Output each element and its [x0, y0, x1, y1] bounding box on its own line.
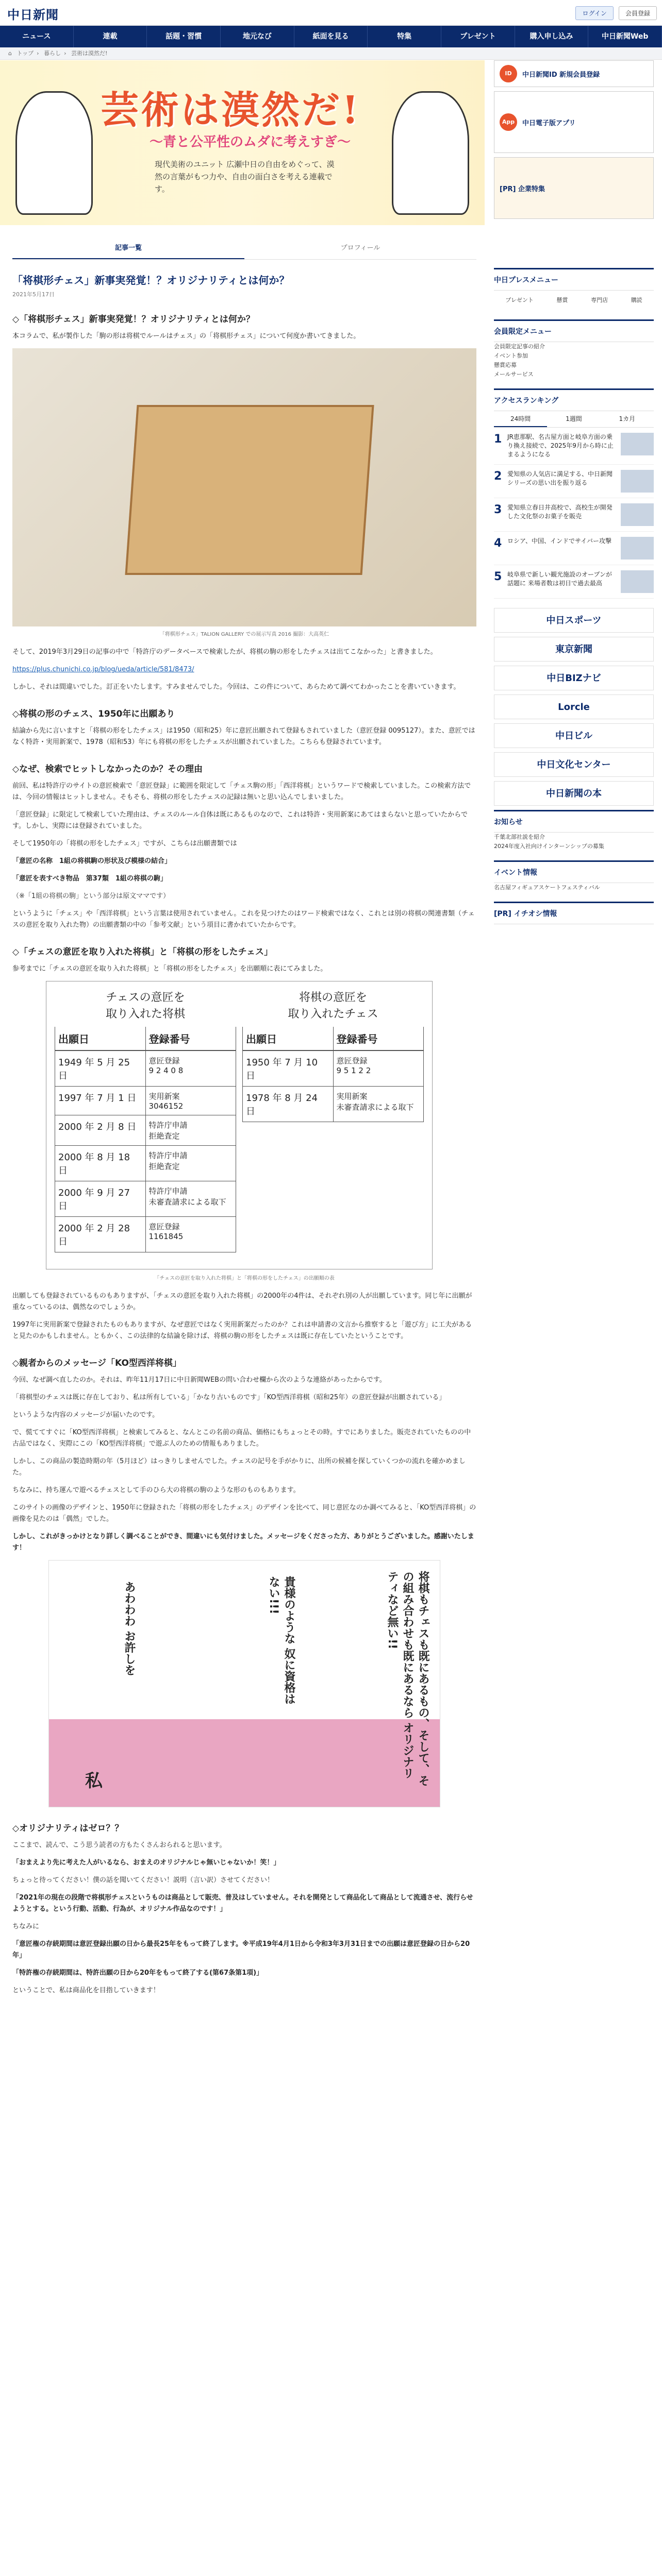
paragraph: 「意匠権の存続期間は意匠登録出願の日から最長25年をもって終了します。※平成19年4月1日から令和3年3月31日までの出願は意匠登録の日から20年」 [12, 1940, 470, 1959]
nav-item[interactable]: 話題・習慣 [147, 26, 221, 47]
cell-registration: 実用新案 未審査請求による取下 [336, 1092, 414, 1112]
nav-item[interactable]: 紙面を見る [294, 26, 368, 47]
member-menu [494, 319, 654, 379]
table-row [242, 1087, 424, 1122]
sidebar [494, 268, 654, 934]
table-row [55, 1115, 236, 1146]
paragraph: で、慌ててすぐに「KO型西洋将棋」と検索してみると、なんとこの名前の商品、価格にもちょっとその時。すでにありました。販売されていたものの中古品ではなく、実際にこの「KO型西洋将棋」で遊ぶ人のための情報もありました。 [12, 1429, 471, 1448]
site-logo[interactable]: 中日新聞 [7, 7, 59, 22]
nav-item[interactable]: 購入申し込み [515, 26, 589, 47]
nav-item[interactable]: 特集 [368, 26, 441, 47]
ranking-number: 5 [494, 570, 502, 583]
top-bar [0, 0, 662, 26]
cell-registration: 特許庁申請 未審査請求による取下 [148, 1187, 226, 1207]
table-left [52, 987, 239, 1264]
sidebar-heading: アクセスランキング [494, 390, 654, 411]
global-nav [0, 26, 662, 47]
member-item[interactable]: 懸賞応募 [494, 362, 517, 368]
partner-logo[interactable]: 中日スポーツ [494, 608, 654, 633]
sidebar-top [494, 60, 654, 223]
nav-item[interactable]: プレゼント [441, 26, 515, 47]
article-main [12, 236, 476, 2003]
table-row [55, 1087, 236, 1115]
ranking-thumbnail [621, 470, 654, 493]
table-header: 出願日 登録番号 [242, 1027, 424, 1050]
article-title: 「将棋形チェス」新事実発覚！？オリジナリティとは何か？ [12, 274, 290, 286]
series-hero-banner [0, 60, 485, 225]
ranking-text: 岐阜県で新しい観光施設のオープンが話題に 来場者数は初日で過去最高 [507, 571, 612, 587]
section-heading: ◇将棋の形のチェス、1950年に出願あり [12, 709, 175, 719]
account-buttons [572, 6, 657, 20]
press-item[interactable]: 専門店 [591, 297, 608, 303]
table-row [242, 1050, 424, 1087]
ranking-item[interactable] [494, 565, 654, 599]
member-item[interactable]: 会員限定記事の紹介 [494, 343, 545, 350]
cell-date: 2000 年 9 月 27 日 [55, 1181, 146, 1216]
table-right [239, 987, 427, 1264]
quote: 「意匠の名称 1組の将棋駒の形状及び模様の結合」 [12, 857, 172, 865]
press-item[interactable]: 購読 [631, 297, 642, 303]
ranking-item[interactable] [494, 428, 654, 465]
hero-description: 現代美術のユニット 広瀬中日の自由をめぐって、漠然の言葉がもつ力や、自由の面白さを考える連載です。 [155, 160, 335, 194]
article-body [12, 312, 476, 1996]
paragraph: 「特許権の存続期間は、特許出願の日から20年をもって終了する(第67条第1項)」 [12, 1969, 263, 1977]
press-item[interactable]: 懸賞 [556, 297, 568, 303]
event-item[interactable]: 名古屋フィギュアスケートフェスティバル [494, 884, 600, 891]
ranking-thumbnail [621, 433, 654, 455]
ranking-number: 4 [494, 537, 502, 550]
paragraph: というように「チェス」や「西洋将棋」という言葉は使用されていません。これを見つけたのはワード検索ではなく、これとは別の将棋の関連書類（チェスの意匠を取り入れた物）の出願書類の中の「参考文献」という項目に書かれていたからです。 [12, 910, 475, 929]
ranking-item[interactable] [494, 532, 654, 565]
comic-speech-mid: 貴様のような 奴に資格はない!!! [267, 1576, 295, 1705]
member-item[interactable]: メールサービス [494, 371, 534, 378]
breadcrumb-item[interactable]: 暮らし [44, 50, 61, 57]
paragraph: 「おまえより先に考えた人がいるなら、おまえのオリジナルじゃ無いじゃないか！笑！」 [12, 1859, 280, 1867]
cell-registration: 意匠登録 9 2 4 0 8 [148, 1056, 184, 1075]
tab-article-list[interactable]: 記事一覧 [12, 236, 244, 259]
paragraph: 出願しても登録されているものもありますが、「チェスの意匠を取り入れた将棋」の2000年の4件は、それぞれ別の人が出願しています。同じ年に出願が重なっているのは、偶然なのでしょうか。 [12, 1292, 472, 1311]
sidebar-heading: [PR] イチオシ情報 [494, 903, 654, 924]
paragraph: ちょっと待ってください！僕の話を聞いてください！説明（言い訳）させてください！ [12, 1876, 274, 1884]
nav-item[interactable]: ニュース [0, 26, 74, 47]
breadcrumb-item: 芸術は漠然だ! [71, 50, 108, 57]
nav-item[interactable]: 地元なび [221, 26, 294, 47]
table-row [55, 1050, 236, 1087]
cell-registration: 意匠登録 1161845 [148, 1222, 184, 1241]
shogi-board-image [125, 405, 374, 575]
sidebar-heading: 会員限定メニュー [494, 321, 654, 342]
cell-registration: 意匠登録 9 5 1 2 2 [336, 1056, 371, 1075]
paragraph: ということで、私は商品化を目指していきます！ [12, 1987, 160, 1994]
paragraph: 結論から先に言いますと「将棋の形をしたチェス」は1950（昭和25）年に意匠出願されて登録もされていました（意匠登録 0095127）。また、意匠ではなく特許・実用新案で、1978（昭和53）年にも将棋の形をしたチェスが出願されていました。こちらも登録されています。 [12, 727, 475, 746]
paragraph: そして1950年の「将棋の形をしたチェス」ですが、こちらは出願書類では [12, 840, 237, 848]
table-heading: チェスの意匠を 取り入れた将棋 [105, 991, 185, 1021]
notice-item[interactable]: 2024年度入社向けインターンシップの募集 [494, 843, 604, 850]
press-menu [494, 268, 654, 310]
cell-date: 1950 年 7 月 10 日 [243, 1051, 334, 1086]
sidebar-banner[interactable]: ID 中日新聞ID 新規会員登録 [494, 60, 654, 87]
cell-date: 1978 年 8 月 24 日 [243, 1087, 334, 1122]
article-photo [12, 348, 476, 626]
paragraph: ちなみに、持ち運んで遊べるチェスとして手のひら大の将棋の駒のような形のものもあります。 [12, 1486, 300, 1494]
cell-date: 1997 年 7 月 1 日 [55, 1087, 146, 1115]
paragraph: しかし、これがきっかけとなり詳しく調べることができ、間違いにも気付けました。メッセージをくださった方、ありがとうございました。感謝いたします！ [12, 1533, 474, 1552]
partner-logos [494, 608, 654, 806]
breadcrumb-item[interactable]: トップ [16, 50, 34, 57]
ranking-tabs [494, 411, 654, 428]
paragraph: 「将棋型のチェスは既に存在しており、私は所有している」「かなり古いものです」「KO型西洋将棋（昭和25年）の意匠登録が出願されている」 [12, 1394, 446, 1401]
paragraph: というような内容のメッセージが届いたのです。 [12, 1411, 159, 1419]
paragraph: このサイトの画像のデザインと、1950年に登録された「将棋の形をしたチェス」のデザインを比べて、同じ意匠なのか調べてみると、「KO型西洋将棋」の画像を見たのは「偶然」でした。 [12, 1504, 476, 1523]
section-heading: ◇オリジナリティはゼロ？？ [12, 1823, 124, 1834]
paragraph: しかし、それは間違いでした。訂正をいたします。すみませんでした。今回は、この件について、あらためて調べてわかったことを書いていきます。 [12, 683, 460, 691]
cell-date: 1949 年 5 月 25 日 [55, 1051, 146, 1086]
comic-speech-left: あわわわ お許しを [123, 1581, 136, 1676]
photo-caption: 「将棋形チェス」TALION GALLERY での展示写真 2016 撮影：大高英仁 [159, 632, 329, 637]
tab-week[interactable]: 1週間 [566, 415, 582, 422]
tab-profile[interactable]: プロフィール [340, 244, 380, 252]
paragraph: ここまで、読んで、こう思う読者の方もたくさんおられると思います。 [12, 1841, 226, 1849]
events [494, 860, 654, 892]
member-item[interactable]: イベント参加 [494, 352, 528, 359]
ranking-text: 愛知県の人気店に満足する、中日新聞 シリーズの思い出を振り返る [507, 470, 613, 486]
table-row [55, 1181, 236, 1217]
breadcrumb: ⌂ トップ › 暮らし › 芸術は漠然だ! [0, 47, 662, 60]
table-heading: 将棋の意匠を 取り入れたチェス [288, 991, 378, 1021]
notice-item[interactable]: 千葉北部社説を紹介 [494, 834, 545, 840]
paragraph: ちなみに [12, 1923, 40, 1930]
paragraph: しかし、この商品の製造時期の年（5月ほど）はっきりしませんでした。チェスの記号を手がかりに、出所の候補を探していくつかの流れを確かめました。 [12, 1458, 466, 1477]
comic-illustration [48, 1560, 440, 1807]
app-icon: App [500, 113, 517, 131]
paragraph: 「2021年の現在の段階で将棋形チェスというものは商品として販売、普及はしていません。それを開発として商品化して商品として流通させ、流行らせようとする。という行動、活動、行為が、オリジナル作品なのです！」 [12, 1894, 473, 1913]
partner-logo[interactable]: 中日文化センター [494, 752, 654, 777]
table-caption: 「チェスの意匠を取り入れた将棋」と「将棋の形をしたチェス」の出願順の表 [154, 1276, 335, 1281]
table-header: 出願日 登録番号 [55, 1027, 236, 1050]
ranking-number: 1 [494, 433, 502, 446]
paragraph: そして、2019年3月29日の記事の中で「特許庁のデータベースで検索したが、将棋の駒の形をしたチェスは出てこなかった」と書きました。 [12, 648, 437, 656]
tab-24h[interactable]: 24時間 [494, 411, 547, 427]
reference-link[interactable]: https://plus.chunichi.co.jp/blog/ueda/article/581/8473/ [12, 666, 194, 673]
home-icon[interactable]: ⌂ [8, 50, 12, 57]
paragraph: 1997年に実用新案で登録されたものもありますが、なぜ意匠ではなく実用新案だったのか？これは申請書の文言から推察すると「遊び方」に工夫があると見たのかもしれません。ともかく、この法律的な結論を除けば、将棋の駒の形をしたチェスは既に存在していたということです。 [12, 1321, 472, 1340]
comic-speech-right: 将棋もチェスも既にあるもの、そして、その組み合わせも既にあるなら オリジナリティなど無い!! [386, 1571, 429, 1786]
partner-logo[interactable]: 中日新聞の本 [494, 781, 654, 806]
ranking-text: ロシア、中国、インドでサイバー攻撃 [507, 537, 611, 545]
character-illustration [15, 91, 93, 215]
partner-logo[interactable]: 中日ビル [494, 723, 654, 748]
paragraph: 参考までに「チェスの意匠を取り入れた将棋」と「将棋の形をしたチェス」を出願順に表にてみました。 [12, 965, 327, 973]
sidebar-banner[interactable]: App 中日電子版アプリ [494, 91, 654, 153]
press-item[interactable]: プレゼント [505, 297, 534, 303]
section-heading: ◇「チェスの意匠を取り入れた将棋」と「将棋の形をしたチェス」 [12, 947, 273, 957]
paragraph: 本コラムで、私が製作した「駒の形は将棋でルールはチェス」の「将棋形チェス」について何度か書いてきました。 [12, 332, 360, 340]
cell-date: 2000 年 2 月 28 日 [55, 1217, 146, 1252]
table-row [55, 1217, 236, 1252]
cell-registration: 特許庁申請 拒絶査定 [148, 1151, 188, 1171]
ranking-text: JR恵那駅、名古屋方面と岐阜方面の乗り換え接続で、2025年9月から時に止まるようになる [507, 433, 614, 458]
application-table [46, 981, 433, 1269]
login-button[interactable]: ログイン [575, 6, 613, 20]
badge-icon: ID [500, 65, 517, 82]
cell-date: 2000 年 8 月 18 日 [55, 1146, 146, 1181]
section-heading: ◇親者からのメッセージ「KO型西洋将棋」 [12, 1358, 181, 1368]
note: （※「1組の将棋の駒」という部分は原文ママです） [12, 892, 170, 900]
ranking-thumbnail [621, 570, 654, 593]
access-ranking [494, 388, 654, 599]
cell-date: 2000 年 2 月 8 日 [55, 1115, 146, 1145]
comic-label-me: 私 [85, 1771, 103, 1791]
pr-box [494, 902, 654, 924]
cell-registration: 特許庁申請 拒絶査定 [148, 1121, 188, 1141]
cell-registration: 実用新案 3046152 [148, 1092, 184, 1111]
article-date: 2021年5月17日 [12, 291, 55, 298]
notices [494, 810, 654, 851]
sidebar-heading: 中日プレスメニュー [494, 269, 654, 291]
tab-month[interactable]: 1カ月 [619, 415, 636, 422]
press-items [494, 291, 654, 310]
partner-logo[interactable]: Lorcle [494, 694, 654, 719]
ranking-item[interactable] [494, 498, 654, 532]
nav-item[interactable]: 中日新聞Web [588, 26, 662, 47]
ranking-text: 愛知県立春日井高校で、高校生が開発した文化祭のお菓子を販売 [507, 504, 613, 520]
paragraph: 今回、なぜ調べ直したのか。それは、昨年11月17日に中日新聞WEBの問い合わせ欄から次のような連絡があったからです。 [12, 1376, 386, 1384]
sidebar-banner[interactable]: [PR] 企業特集 [494, 157, 654, 219]
nav-item[interactable]: 連載 [74, 26, 147, 47]
partner-logo[interactable]: 東京新聞 [494, 637, 654, 662]
hero-title: 芸術は漠然だ! [101, 88, 361, 132]
sidebar-heading: お知らせ [494, 811, 654, 833]
ranking-thumbnail [621, 503, 654, 526]
character-illustration [392, 91, 469, 215]
series-tabs [12, 236, 476, 260]
register-button[interactable]: 会員登録 [619, 6, 657, 20]
ranking-thumbnail [621, 537, 654, 560]
partner-logo[interactable]: 中日BIZナビ [494, 666, 654, 690]
ranking-number: 3 [494, 503, 502, 516]
sidebar-heading: イベント情報 [494, 862, 654, 883]
section-heading: ◇「将棋形チェス」新事実発覚！？オリジナリティとは何か？ [12, 314, 255, 325]
table-row [55, 1146, 236, 1181]
paragraph: 「意匠登録」に限定して検索していた理由は、チェスのルール自体は既にあるものなので、これは特許・実用新案にあてはまらないと思っていたからです。しかし、実際には登録されていました。 [12, 811, 468, 830]
hero-subtitle: 〜青と公平性のムダに考えすぎ〜 [150, 134, 351, 150]
ranking-number: 2 [494, 470, 502, 483]
quote: 「意匠を表すべき物品 第37類 1組の将棋の駒」 [12, 875, 167, 883]
paragraph: 前回、私は特許庁のサイトの意匠検索で「意匠登録」に範囲を限定して「チェス駒の形」「西洋将棋」というワードで検索していました。この検索方法では、今回の情報はヒットしません。そもそも、将棋の形をしたチェスの記録は無いと思い込んでしまいました。 [12, 782, 471, 801]
ranking-item[interactable] [494, 465, 654, 498]
section-heading: ◇なぜ、検索でヒットしなかったのか？その理由 [12, 764, 203, 774]
